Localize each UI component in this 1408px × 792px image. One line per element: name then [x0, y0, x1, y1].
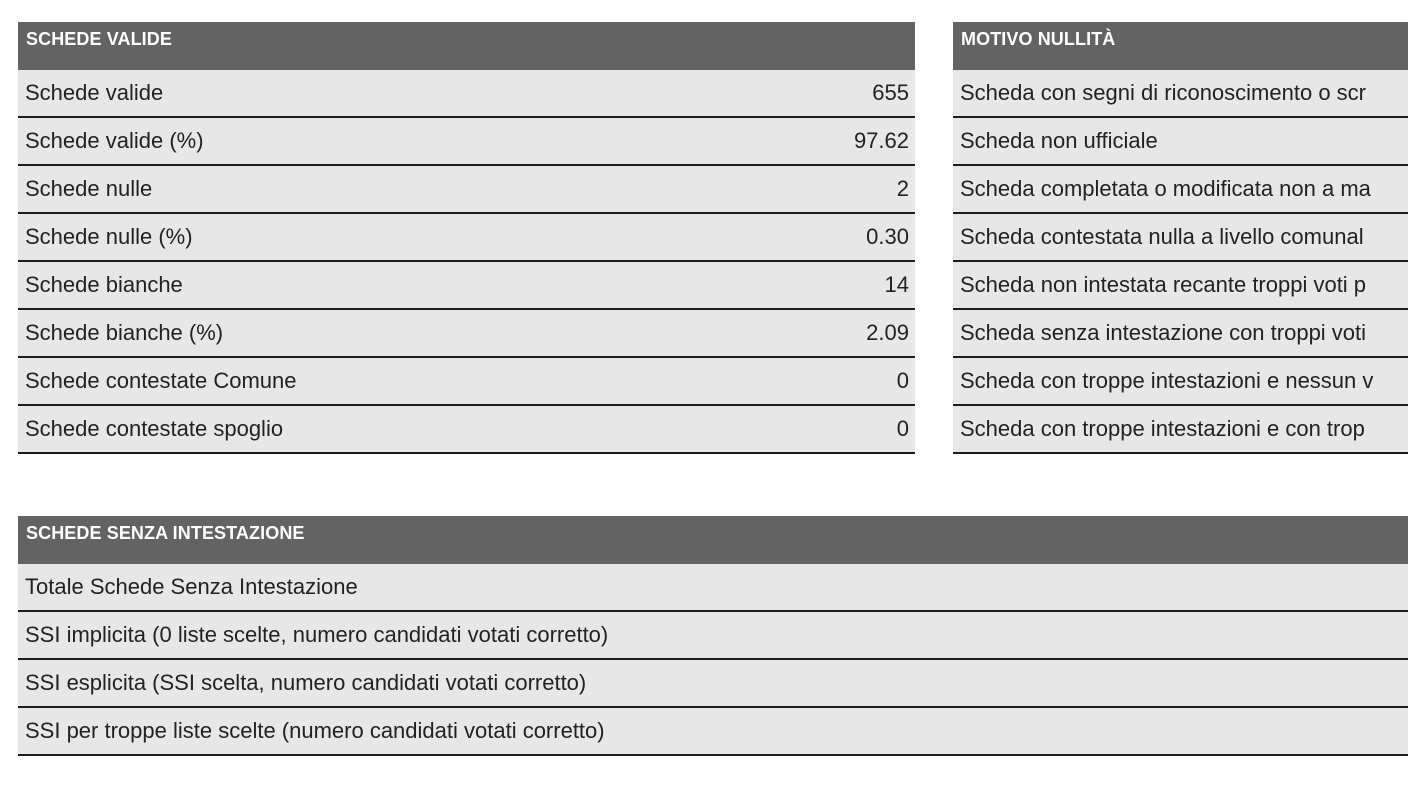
- table-row: [18, 708, 1408, 756]
- row-label: Schede valide: [25, 80, 164, 105]
- table-row: [953, 262, 1408, 310]
- row-label: Schede valide (%): [25, 128, 204, 153]
- row-label: Totale Schede Senza Intestazione: [25, 574, 358, 599]
- row-label: SSI per troppe liste scelte (numero candidati votati corretto): [25, 718, 605, 743]
- row-label: Scheda con segni di riconoscimento o scr: [960, 80, 1366, 105]
- row-label: Scheda senza intestazione con troppi voti: [960, 320, 1367, 345]
- table-row: [18, 406, 915, 454]
- row-value: 0.30: [866, 224, 909, 249]
- table-row: [953, 406, 1408, 454]
- nullity-reason-header: MOTIVO NULLITÀ: [953, 22, 1408, 70]
- table-row: [18, 612, 1408, 660]
- row-label: Scheda non intestata recante troppi voti p: [960, 272, 1367, 297]
- row-value: 14: [884, 272, 909, 297]
- row-value: 97.62: [853, 128, 909, 153]
- valid-ballots-header: SCHEDE VALIDE: [18, 22, 915, 70]
- row-label: Schede bianche: [25, 272, 183, 297]
- table-row: [953, 70, 1408, 118]
- row-label: Scheda con troppe intestazioni e nessun v: [960, 368, 1374, 393]
- table-row: [18, 70, 915, 118]
- row-label: SSI esplicita (SSI scelta, numero candidati votati corretto): [25, 670, 587, 695]
- row-value: 2: [896, 176, 909, 201]
- table-row: [18, 118, 915, 166]
- row-value: 2.09: [866, 320, 909, 345]
- row-value: 0: [896, 368, 909, 393]
- table-row: [18, 564, 1408, 612]
- row-label: SSI implicita (0 liste scelte, numero candidati votati corretto): [25, 622, 609, 647]
- table-row: [18, 358, 915, 406]
- table-row: [953, 214, 1408, 262]
- row-label: Schede nulle: [25, 176, 153, 201]
- row-label: Scheda completata o modificata non a ma: [960, 176, 1371, 201]
- row-label: Schede contestate spoglio: [25, 416, 284, 441]
- untitled-ballots-header: SCHEDE SENZA INTESTAZIONE: [18, 516, 1408, 564]
- table-row: [18, 310, 915, 358]
- table-row: [18, 166, 915, 214]
- row-value: 655: [872, 80, 909, 105]
- table-row: [18, 262, 915, 310]
- table-row: [953, 310, 1408, 358]
- untitled-ballots-table: [18, 516, 1408, 756]
- row-label: Schede contestate Comune: [25, 368, 297, 393]
- table-row: [953, 358, 1408, 406]
- nullity-reason-table: [953, 22, 1408, 454]
- row-value: 0: [896, 416, 909, 441]
- table-row: [953, 166, 1408, 214]
- table-row: [953, 118, 1408, 166]
- table-row: [18, 660, 1408, 708]
- table-row: [18, 214, 915, 262]
- row-label: Scheda contestata nulla a livello comunal: [960, 224, 1364, 249]
- row-label: Schede nulle (%): [25, 224, 193, 249]
- row-label: Schede bianche (%): [25, 320, 224, 345]
- valid-ballots-table: [18, 22, 915, 454]
- row-label: Scheda con troppe intestazioni e con trop: [960, 416, 1365, 441]
- row-label: Scheda non ufficiale: [960, 128, 1158, 153]
